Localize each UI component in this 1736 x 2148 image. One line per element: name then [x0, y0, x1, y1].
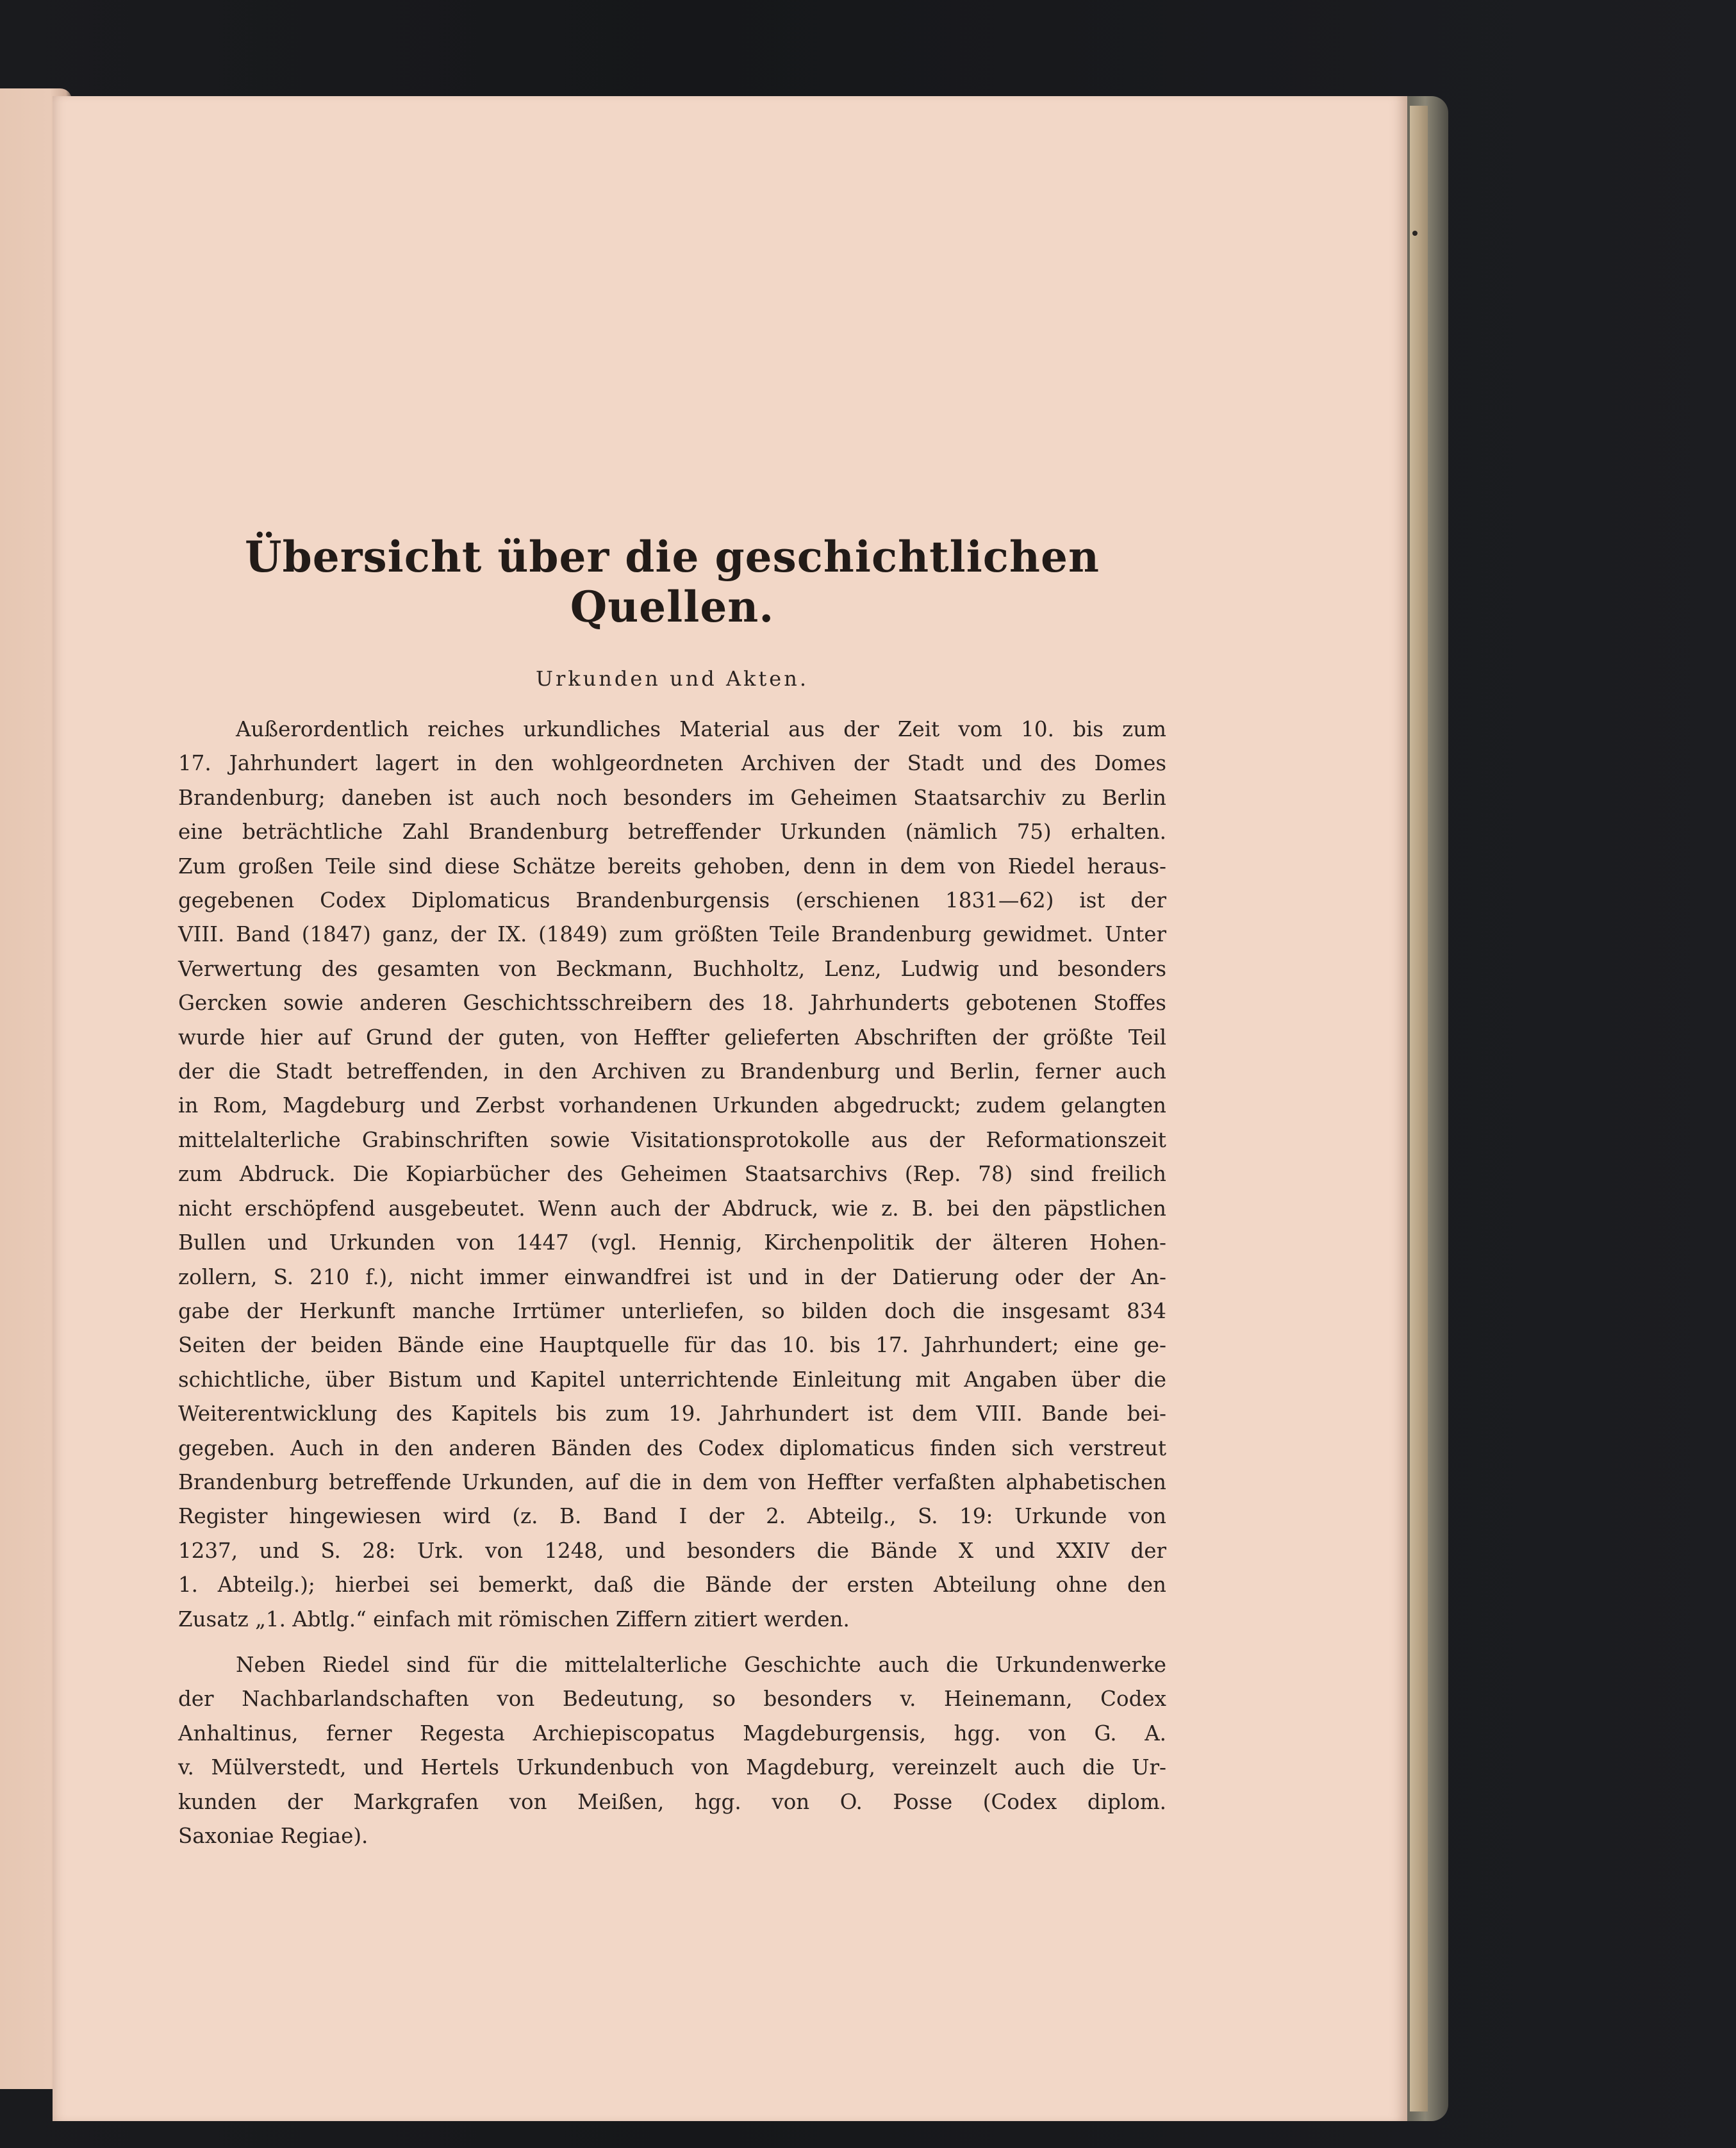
text-line: wurde hier auf Grund der guten, von Heffter gelieferten Abschriften der größte Teil — [178, 1025, 1166, 1050]
text-line: Gercken sowie anderen Geschichtsschreibern des 18. Jahrhunderts gebotenen Stoffes — [178, 991, 1166, 1016]
text-line: Weiterentwicklung des Kapitels bis zum 19. Jahrhundert ist dem VIII. Bande bei- — [178, 1401, 1166, 1426]
text-line: mittelalterliche Grabinschriften sowie Visitationsprotokolle aus der Reformationszeit — [178, 1127, 1166, 1152]
page-block-edge — [1410, 106, 1428, 2111]
text-line: schichtliche, über Bistum und Kapitel unterrichtende Einleitung mit Angaben über die — [178, 1367, 1166, 1392]
ink-speck — [1412, 231, 1418, 236]
text-line: Verwertung des gesamten von Beckmann, Buchholtz, Lenz, Ludwig und besonders — [178, 956, 1166, 981]
text-line: Register hingewiesen wird (z. B. Band I der 2. Abteilg., S. 19: Urkunde von — [178, 1504, 1166, 1529]
text-line: gabe der Herkunft manche Irrtümer unterliefen, so bilden doch die insgesamt 834 — [178, 1298, 1166, 1323]
text-line: 1. Abteilg.); hierbei sei bemerkt, daß die Bände der ersten Abteilung ohne den — [178, 1573, 1166, 1598]
text-line: eine beträchtliche Zahl Brandenburg betreffender Urkunden (nämlich 75) erhalten. — [178, 820, 1166, 845]
text-line: Saxoniae Regiae). — [178, 1824, 368, 1848]
text-line: kunden der Markgrafen von Meißen, hgg. von O. Posse (Codex diplom. — [178, 1789, 1166, 1814]
text-line: v. Mülverstedt, und Hertels Urkundenbuch von Magdeburg, vereinzelt auch die Ur- — [178, 1755, 1166, 1780]
text-line: Bullen und Urkunden von 1447 (vgl. Hennig, Kirchenpolitik der älteren Hohen- — [178, 1230, 1166, 1255]
text-line: Anhaltinus, ferner Regesta Archiepiscopatus Magdeburgensis, hgg. von G. A. — [178, 1721, 1166, 1746]
text-line: zum Abdruck. Die Kopiarbücher des Geheimen Staatsarchivs (Rep. 78) sind freilich — [178, 1162, 1166, 1187]
text-line: gegebenen Codex Diplomaticus Brandenburgensis (erschienen 1831—62) ist der — [178, 888, 1166, 913]
text-line: der die Stadt betreffenden, in den Archiven zu Brandenburg und Berlin, ferner auch — [178, 1059, 1166, 1084]
text-line: Außerordentlich reiches urkundliches Material aus der Zeit vom 10. bis zum — [236, 717, 1166, 741]
text-line: in Rom, Magdeburg und Zerbst vorhandenen Urkunden abgedruckt; zudem gelangten — [178, 1093, 1166, 1118]
text-line: 1237, und S. 28: Urk. von 1248, und besonders die Bände X und XXIV der — [178, 1538, 1166, 1563]
text-line: Brandenburg; daneben ist auch noch besonders im Geheimen Staatsarchiv zu Berlin — [178, 785, 1166, 810]
text-line: Neben Riedel sind für die mittelalterliche Geschichte auch die Urkundenwerke — [236, 1652, 1166, 1677]
page-text — [178, 532, 1166, 1865]
text-line: nicht erschöpfend ausgebeutet. Wenn auch der Abdruck, wie z. B. bei den päpstlichen — [178, 1196, 1166, 1221]
page-title: Übersicht über die geschichtlichen Quellen. — [245, 532, 1100, 632]
text-line: VIII. Band (1847) ganz, der IX. (1849) zum größten Teile Brandenburg gewidmet. Unter — [178, 922, 1166, 947]
text-line: Seiten der beiden Bände eine Hauptquelle für das 10. bis 17. Jahrhundert; eine ge- — [178, 1333, 1166, 1358]
text-line: gegeben. Auch in den anderen Bänden des Codex diplomaticus finden sich verstreut — [178, 1435, 1166, 1460]
text-line: Zum großen Teile sind diese Schätze bereits gehoben, denn in dem von Riedel heraus- — [178, 854, 1166, 879]
section-subtitle: Urkunden und Akten. — [535, 666, 809, 691]
text-line: Zusatz „1. Abtlg.“ einfach mit römischen Ziffern zitiert werden. — [178, 1607, 850, 1632]
text-line: der Nachbarlandschaften von Bedeutung, so besonders v. Heinemann, Codex — [178, 1687, 1166, 1712]
paragraph-2 — [178, 1648, 1166, 1853]
text-line: zollern, S. 210 f.), nicht immer einwandfrei ist und in der Datierung oder der An- — [178, 1264, 1166, 1289]
text-line: Brandenburg betreffende Urkunden, auf die in dem von Heffter verfaßten alphabetischen — [178, 1469, 1166, 1494]
text-line: 17. Jahrhundert lagert in den wohlgeordneten Archiven der Stadt und des Domes — [178, 751, 1166, 776]
paragraph-1 — [178, 713, 1166, 1637]
